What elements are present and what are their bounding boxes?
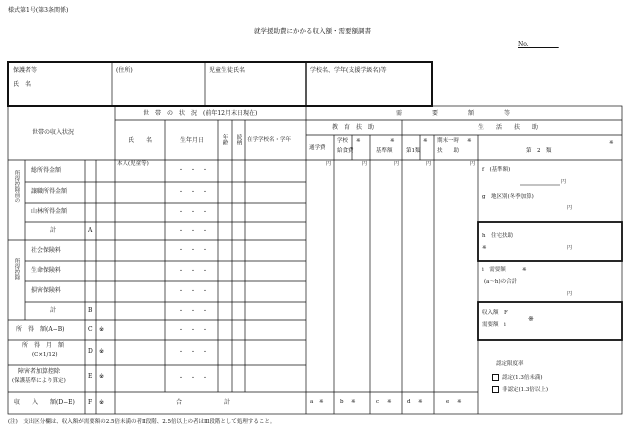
income-group1-label: 所得控除前の — [13, 170, 20, 203]
total-a-mark: ※ — [319, 399, 324, 405]
household-total-label: 合 計 — [176, 399, 231, 406]
income-row-label: 損害保険料 — [31, 287, 62, 294]
life-type1-label: 第1類 — [406, 148, 421, 154]
i-demand-label: i 需要額 — [482, 267, 506, 273]
income-row-code: B — [88, 307, 93, 314]
yen-mark: 円 — [362, 161, 368, 167]
income-group2-label: 所得控除 — [13, 258, 20, 280]
yen-mark: 円 — [567, 291, 573, 297]
life-type1-mark: ※ — [423, 138, 428, 144]
edu-general: 通学費 — [309, 145, 326, 151]
yen-mark: 円 — [326, 161, 332, 167]
yen-mark: 円 — [426, 161, 432, 167]
school-label: 学校名、学年(支援学級名)等 — [310, 67, 387, 74]
income-row-label: 総所得金額 — [31, 167, 62, 174]
income-row-code: F — [88, 399, 93, 406]
checkbox-rejected[interactable] — [492, 386, 499, 393]
yen-mark: 円 — [470, 161, 476, 167]
student-name-label: 児童生徒氏名 — [209, 67, 246, 74]
income-row-code: A — [88, 227, 93, 234]
yen-mark: 円 — [567, 205, 573, 211]
dob-dots: ・ ・ ・ — [178, 308, 209, 315]
address-label: (住所) — [116, 67, 133, 74]
dob-dots: ・ ・ ・ — [178, 375, 209, 382]
ratio-title: 認定限度率 — [496, 361, 524, 367]
i-demand-mark: ※ — [522, 267, 527, 273]
life-type2-label: 第 2 類 — [526, 148, 552, 154]
edu-lunch2: 給食費 — [337, 148, 354, 154]
i-sum-label: (a〜h)の合計 — [484, 279, 518, 285]
total-b: b — [340, 399, 344, 405]
form-title: 就学援助費にかかる収入額・需要額調書 — [254, 27, 371, 35]
option-approved[interactable] — [492, 374, 543, 382]
income-row-label: 計 — [50, 307, 57, 314]
form-id: 様式第1号(第3条関係) — [8, 7, 69, 14]
income-row-mark: ※ — [99, 399, 105, 406]
total-c-mark: ※ — [387, 399, 392, 405]
option-rejected[interactable] — [492, 386, 548, 394]
income-row-code: D — [88, 348, 93, 355]
total-b-mark: ※ — [351, 399, 356, 405]
total-d: d — [407, 399, 411, 405]
g-winter-label: g 地区別(冬季加算) — [482, 194, 534, 200]
ratio-mark: ※ — [528, 315, 534, 323]
dob-dots: ・ ・ ・ — [178, 268, 209, 275]
income-row-label: 障害者加算控除 — [18, 368, 61, 375]
income-row-sub: (保護基準により算定) — [12, 378, 66, 384]
col-school: 在学学校名・学年 — [247, 137, 292, 143]
edu-base-label: 基準額 — [376, 148, 393, 154]
edu-lunch-mark: ※ — [356, 138, 361, 144]
income-row-code: C — [88, 326, 93, 333]
dob-dots: ・ ・ ・ — [178, 189, 209, 196]
col-dob: 生年月日 — [180, 137, 205, 144]
h-housing-label: h 住宅扶助 — [482, 233, 514, 239]
f-base-label: f (基準額) — [482, 167, 511, 173]
dob-dots: ・ ・ ・ — [178, 327, 209, 334]
income-row-label: 収 入 額(D−E) — [14, 399, 75, 406]
income-row-label: 所 得 月 額 — [22, 342, 65, 349]
income-row-label: 所 得 額(A−B) — [16, 326, 65, 333]
edu-lunch1: 学校 — [337, 138, 349, 144]
income-row-code: E — [88, 373, 93, 380]
edu-base-mark: ※ — [390, 138, 395, 144]
total-e: e — [446, 399, 450, 405]
dob-dots: ・ ・ ・ — [178, 247, 209, 254]
income-row-label: 山林所得金額 — [31, 208, 68, 215]
household-section-label: 世 帯 の 状 況 (前年12月末日現在) — [143, 110, 258, 117]
life-yearend-mark: ※ — [467, 138, 472, 144]
income-row-label: 生命保険料 — [31, 267, 62, 274]
yen-mark: 円 — [394, 161, 400, 167]
col-name: 氏 名 — [128, 137, 153, 144]
dob-dots: ・ ・ ・ — [178, 228, 209, 235]
income-row-mark: ※ — [99, 326, 105, 333]
income-row-label: 計 — [50, 227, 57, 234]
yen-mark: 円 — [567, 245, 573, 251]
income-row-mark: ※ — [99, 348, 105, 355]
ratio-demand: 需要額 i — [482, 322, 506, 328]
total-e-mark: ※ — [457, 399, 462, 405]
option-approved-label: 認定(1.3倍未満) — [502, 375, 543, 381]
dob-dots: ・ ・ ・ — [178, 167, 209, 174]
guardian-label: 保護者等 — [13, 67, 38, 74]
life-label: 生 活 扶 助 — [478, 124, 539, 131]
yen-mark: 円 — [561, 179, 567, 185]
income-row-sub: (C×1/12) — [32, 352, 58, 358]
option-rejected-label: 非認定(1.3倍以上) — [502, 387, 549, 393]
demand-section-label: 需 要 額 等 — [396, 110, 511, 117]
income-row-label: 社会保険料 — [31, 247, 62, 254]
life-type2-mark: ※ — [609, 140, 614, 146]
first-person: 本人(児童等) — [117, 161, 149, 167]
income-status-label: 世帯の収入状況 — [32, 129, 75, 136]
total-c: c — [376, 399, 380, 405]
ratio-income: 収入額 F — [482, 310, 508, 316]
col-relation: 続柄 — [235, 134, 242, 145]
h-housing-mark: ※ — [482, 245, 487, 251]
life-yearend-label2: 扶 助 — [437, 148, 460, 154]
edu-label: 教 育 扶 助 — [332, 124, 375, 131]
total-d-mark: ※ — [418, 399, 423, 405]
income-row-mark: ※ — [99, 373, 105, 380]
checkbox-approved[interactable] — [492, 374, 499, 381]
number-field[interactable]: No.__________ — [518, 41, 559, 48]
life-yearend-label1: 期末一時 — [437, 138, 460, 144]
dob-dots: ・ ・ ・ — [178, 288, 209, 295]
name-label: 氏 名 — [13, 81, 32, 88]
dob-dots: ・ ・ ・ — [178, 349, 209, 356]
income-row-label: 譲職所得金額 — [31, 188, 68, 195]
total-a: a — [310, 399, 314, 405]
footnote: (注) 支出区分欄は、収入額が需要額の2.5倍未満の者Ⅱ段階、2.5倍以上の者はⅢ段階として処理すること。 — [8, 419, 276, 425]
dob-dots: ・ ・ ・ — [178, 209, 209, 216]
col-age: 年齢 — [221, 134, 228, 145]
